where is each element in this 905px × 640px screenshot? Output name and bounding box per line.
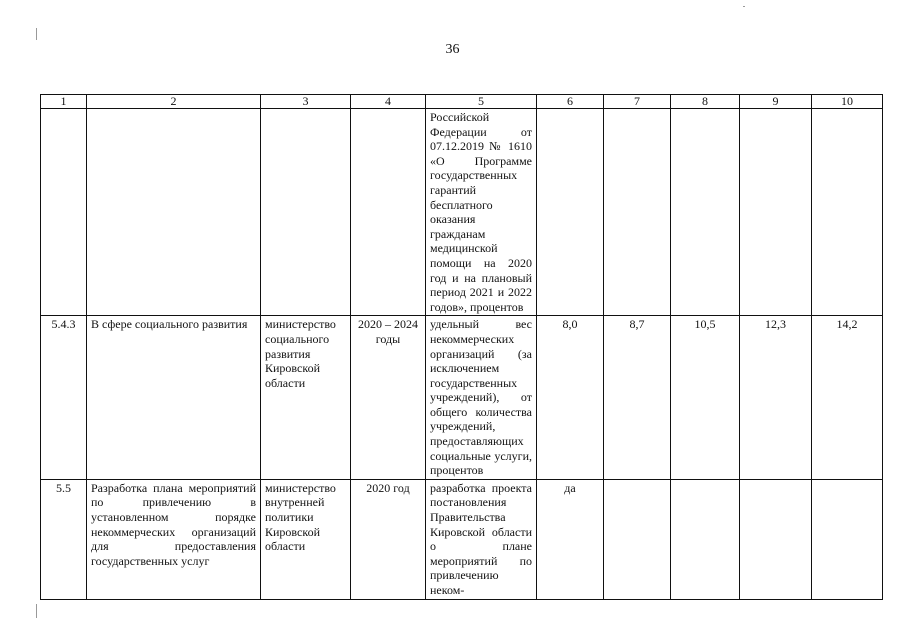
- item-code: 5.5: [41, 479, 87, 599]
- page-number: 36: [445, 42, 460, 57]
- item-name: В сфере социального развития: [87, 316, 261, 480]
- column-number: 5: [426, 95, 537, 109]
- column-number: 3: [261, 95, 351, 109]
- table-row: [41, 316, 883, 480]
- column-number: 9: [740, 95, 812, 109]
- table-row: [41, 109, 883, 316]
- value-col-9: [740, 479, 812, 599]
- executor: [261, 109, 351, 316]
- column-number: 6: [537, 95, 604, 109]
- item-code: [41, 109, 87, 316]
- value-col-6: [537, 109, 604, 316]
- program-table: [40, 94, 883, 600]
- executor: министерство социального развития Кировской области: [261, 316, 351, 480]
- value-col-10: [812, 109, 883, 316]
- column-number-row: [41, 95, 883, 109]
- column-number: 7: [604, 95, 671, 109]
- value-col-8: [671, 479, 740, 599]
- scan-mark: [36, 28, 37, 40]
- value-col-10: 14,2: [812, 316, 883, 480]
- column-number: 8: [671, 95, 740, 109]
- value-col-9: 12,3: [740, 316, 812, 480]
- column-number: 1: [41, 95, 87, 109]
- value-col-10: [812, 479, 883, 599]
- value-col-7: [604, 109, 671, 316]
- column-number: 2: [87, 95, 261, 109]
- indicator: разработка проекта постановления Правительства Кировской области о плане мероприятий по привлечению неком-: [426, 479, 537, 599]
- column-number: 4: [351, 95, 426, 109]
- period: [351, 109, 426, 316]
- value-col-7: [604, 479, 671, 599]
- value-col-6: 8,0: [537, 316, 604, 480]
- value-col-8: 10,5: [671, 316, 740, 480]
- scan-mark: [743, 6, 745, 7]
- period: 2020 год: [351, 479, 426, 599]
- item-code: 5.4.3: [41, 316, 87, 480]
- executor: министерство внутренней политики Кировской области: [261, 479, 351, 599]
- value-col-7: 8,7: [604, 316, 671, 480]
- item-name: [87, 109, 261, 316]
- value-col-9: [740, 109, 812, 316]
- item-name: Разработка плана мероприятий по привлечению в установленном порядке некоммерческих организаций для предоставления государственных услуг: [87, 479, 261, 599]
- indicator: удельный вес некоммерческих организаций (за исключением государственных учреждений), от общего количества учреждений, предоставляющих социальные услуги, процентов: [426, 316, 537, 480]
- scan-mark: [36, 604, 37, 618]
- table-row: [41, 479, 883, 599]
- column-number: 10: [812, 95, 883, 109]
- value-col-8: [671, 109, 740, 316]
- value-col-6: да: [537, 479, 604, 599]
- indicator: Российской Федерации от 07.12.2019 № 1610 «О Программе государственных гарантий бесплатного оказания гражданам медицинской помощи на 2020 год и на плановый период 2021 и 2022 годов», процентов: [426, 109, 537, 316]
- period: 2020 – 2024 годы: [351, 316, 426, 480]
